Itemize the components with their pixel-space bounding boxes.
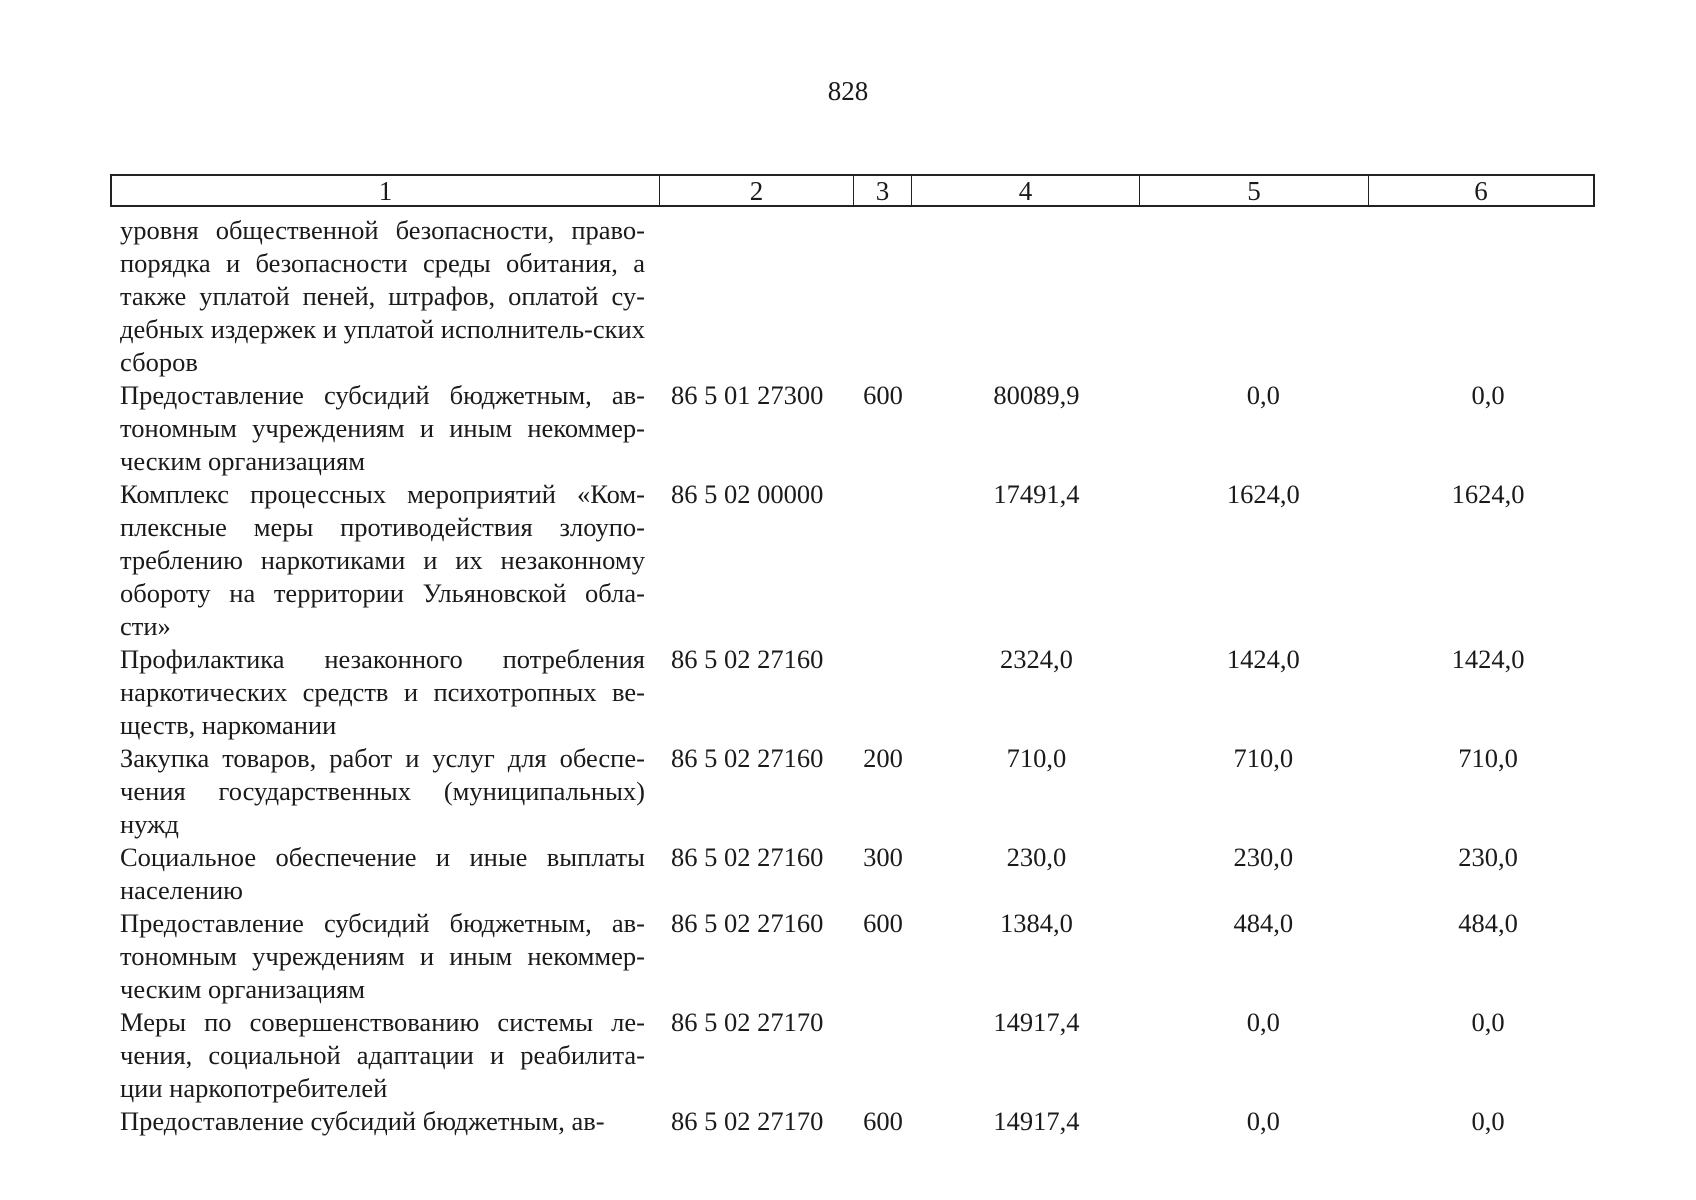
row-value-6: 1424,0 xyxy=(1451,644,1525,674)
row-value-6: 0,0 xyxy=(1471,1007,1505,1037)
row-value-4: 17491,4 xyxy=(993,479,1080,509)
row-value-6: 484,0 xyxy=(1458,908,1518,938)
row-value-5: 1624,0 xyxy=(1226,479,1300,509)
row-value-5: 0,0 xyxy=(1246,380,1280,410)
page-number: 828 xyxy=(827,76,869,106)
table-row xyxy=(120,379,1600,478)
header-col-2: 2 xyxy=(660,176,854,205)
row-value-6: 0,0 xyxy=(1471,1106,1505,1136)
row-value-4: 1384,0 xyxy=(1000,908,1073,938)
table-row xyxy=(120,478,1600,643)
row-value-5: 0,0 xyxy=(1246,1007,1280,1037)
row-value-4: 80089,9 xyxy=(993,380,1080,410)
row-value-6: 710,0 xyxy=(1458,743,1518,773)
row-value-6: 0,0 xyxy=(1471,380,1505,410)
row-value-4: 2324,0 xyxy=(1000,644,1073,674)
header-col-3: 3 xyxy=(854,176,912,205)
row-value-6: 1624,0 xyxy=(1451,479,1525,509)
row-description: Социальное обеспечение и иные выплаты населению xyxy=(120,842,645,905)
row-value-5: 230,0 xyxy=(1233,842,1294,872)
header-col-5: 5 xyxy=(1140,176,1369,205)
table-row xyxy=(120,214,1600,379)
header-col-1: 1 xyxy=(112,176,660,205)
row-description: Меры по совершенствованию системы ле-чения, социальной адаптации и реабилита-ции наркопотребителей xyxy=(120,1007,645,1103)
row-type: 300 xyxy=(863,842,903,872)
row-description: Предоставление субсидий бюджетным, ав-тономным учреждениям и иным некоммер-ческим организациям xyxy=(120,908,645,1004)
row-description: Закупка товаров, работ и услуг для обеспе-чения государственных (муниципальных) нужд xyxy=(120,743,645,839)
table-row xyxy=(120,1006,1600,1105)
row-value-5: 484,0 xyxy=(1233,908,1294,938)
table-row xyxy=(120,742,1600,841)
table-row xyxy=(120,907,1600,1006)
row-value-4: 14917,4 xyxy=(993,1007,1080,1037)
row-description: уровня общественной безопасности, право-порядка и безопасности среды обитания, а также уплатой пеней, штрафов, оплатой су-дебных издержек и уплатой исполнитель-ских сборов xyxy=(120,215,645,377)
row-code: 86 5 02 00000 xyxy=(670,479,824,509)
row-description: Предоставление субсидий бюджетным, ав- xyxy=(120,1106,605,1136)
row-value-4: 230,0 xyxy=(1006,842,1067,872)
row-value-5: 710,0 xyxy=(1233,743,1294,773)
row-description: Комплекс процессных мероприятий «Ком-плексные меры противодействия злоупо-треблению наркотиками и их незаконному обороту на территории Ульяновской обла-сти» xyxy=(120,479,645,641)
row-code: 86 5 01 27300 xyxy=(670,380,824,410)
row-code: 86 5 02 27160 xyxy=(670,644,824,674)
header-col-6: 6 xyxy=(1474,176,1488,206)
row-type: 600 xyxy=(863,908,903,938)
row-description: Профилактика незаконного потребления наркотических средств и психотропных ве-ществ, наркомании xyxy=(120,644,645,740)
table-row xyxy=(120,643,1600,742)
row-code: 86 5 02 27170 xyxy=(670,1106,824,1136)
row-code: 86 5 02 27160 xyxy=(670,743,824,773)
table-row xyxy=(120,841,1600,907)
row-type: 600 xyxy=(863,380,903,410)
row-value-6: 230,0 xyxy=(1458,842,1518,872)
row-code: 86 5 02 27170 xyxy=(670,1007,824,1037)
row-value-4: 710,0 xyxy=(1006,743,1067,773)
table-body xyxy=(120,214,1600,1138)
row-code: 86 5 02 27160 xyxy=(670,842,824,872)
table-row xyxy=(120,1105,1600,1138)
row-type: 600 xyxy=(863,1106,903,1136)
header-col-4: 4 xyxy=(912,176,1140,205)
table-header xyxy=(110,174,1595,207)
row-code: 86 5 02 27160 xyxy=(670,908,824,938)
row-type: 200 xyxy=(863,743,903,773)
row-value-4: 14917,4 xyxy=(993,1106,1080,1136)
row-value-5: 0,0 xyxy=(1246,1106,1280,1136)
row-value-5: 1424,0 xyxy=(1226,644,1300,674)
row-description: Предоставление субсидий бюджетным, ав-тономным учреждениям и иным некоммер-ческим организациям xyxy=(120,380,645,476)
